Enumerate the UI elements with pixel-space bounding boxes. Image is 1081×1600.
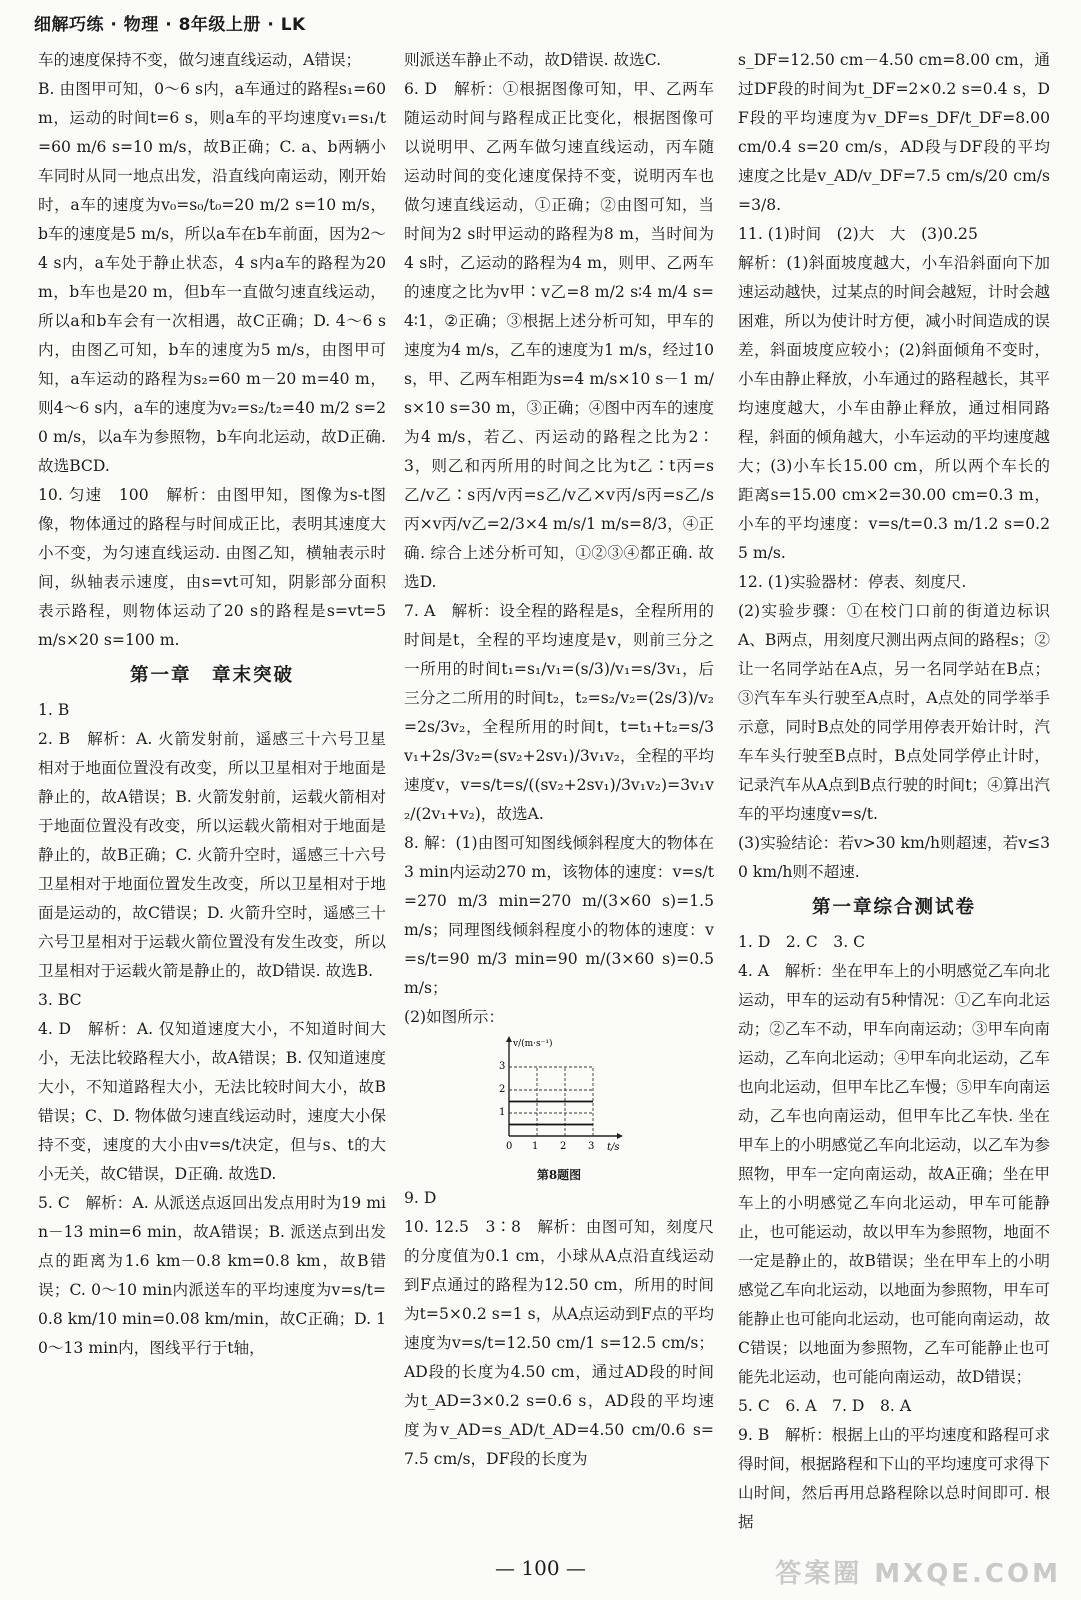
- paragraph: 10. 匀速 100 解析：由图甲知，图像为s-t图像，物体通过的路程与时间成正比，表明其速度大小不变，为匀速直线运动. 由图乙知，横轴表示时间，纵轴表示速度，由s=vt可知，阴影部分面积表示路程，则物体运动了20 s的路程是s=vt=5 m/s×20 s=100 m.: [38, 486, 386, 649]
- paragraph: (3)实验结论：若v>30 km/h则超速，若v≤30 km/h则不超速.: [738, 834, 1050, 881]
- paragraph: 5. C 解析：A. 从派送点返回出发点用时为19 min－13 min=6 min，故A错误；B. 派送点到出发点的距离为1.6 km－0.8 km=0.8 km，故B错误；C. 0～10 min内派送车的平均速度为v=s/t=0.8 km/10 min=0.08 km/min，故C正确；D. 10～13 min内，图线平行于t轴，: [38, 1194, 386, 1357]
- paragraph: 4. A 解析：坐在甲车上的小明感觉乙车向北运动，甲车的运动有5种情况：①乙车向北运动；②乙车不动，甲车向南运动；③甲车向南运动，乙车向北运动；④甲车向北运动，乙车也向北运动，但甲车比乙车慢；⑤甲车向南运动，乙车也向南运动，但甲车比乙车快. 坐在甲车上的小明感觉乙车向北运动，以乙车为参照物，甲车一定向南运动，故A正确；坐在甲车上的小明感觉乙车向北运动，甲车可能静止，也可能运动，故以甲车为参照物，地面不一定是静止的，故B错误；坐在甲车上的小明感觉乙车向北运动，以地面为参照物，甲车可能静止也可能向北运动，也可能向南运动，故C错误；以地面为参照物，乙车可能静止也可能先北运动，也可能向南运动，故D错误；: [738, 962, 1050, 1386]
- v-t-graph-svg: [489, 1036, 629, 1156]
- column-2: [404, 46, 714, 1474]
- x-tick-label: 2: [560, 1141, 567, 1152]
- y-axis-arrow: [506, 1036, 512, 1042]
- paragraph: 1. D 2. C 3. C: [738, 933, 866, 951]
- paragraph: 3. BC: [38, 991, 82, 1009]
- y-axis-label: v/(m·s⁻¹): [513, 1039, 553, 1049]
- paragraph: (2)如图所示：: [404, 1008, 505, 1026]
- paragraph: 5. C 6. A 7. D 8. A: [738, 1397, 912, 1415]
- paragraph: 6. D 解析：①根据图像可知，甲、乙两车随运动时间与路程成正比变化，根据图像可以说明甲、乙两车做匀速直线运动，丙车随运动时间的变化速度保持不变，说明丙车也做匀速直线运动，①正确；②由图可知，当时间为2 s时甲运动的路程为8 m，当时间为4 s时，乙运动的路程为4 m，则甲、乙两车的速度之比为v甲∶v乙=8 m/2 s∶4 m/4 s=4∶1，②正确；③根据上述分析可知，甲车的速度为4 m/s，乙车的速度为1 m/s，经过10 s，甲、乙两车相距为s=4 m/s×10 s－1 m/s×10 s=30 m，③正确；④图中丙车的速度为4 m/s，若乙、丙运动的路程之比为2∶3，则乙和丙所用的时间之比为t乙∶t丙=s乙/v乙∶s丙/v丙=s乙/v乙×v丙/s丙=s乙/s丙×v丙/v乙=2/3×4 m/s/1 m/s=8/3，④正确. 综合上述分析可知，①②③④都正确. 故选D.: [404, 80, 714, 591]
- figure-v-t-graph: [404, 1036, 714, 1184]
- watermark-logo: 答案圈 MXQE.COM: [775, 1559, 1061, 1589]
- x-tick-label: 3: [588, 1141, 595, 1152]
- paragraph: 车的速度保持不变，做匀速直线运动，A错误；: [38, 51, 362, 69]
- x-axis-arrow: [617, 1133, 623, 1139]
- y-tick-label: 3: [499, 1061, 506, 1072]
- paragraph: 9. D: [404, 1189, 437, 1207]
- page-header: 细解巧练 · 物理 · 8年级上册 · LK: [34, 15, 306, 35]
- paragraph: 11. (1)时间 (2)大 大 (3)0.25: [738, 225, 978, 243]
- section-title: 第一章综合测试卷: [811, 897, 976, 918]
- section-title: 第一章 章末突破: [129, 665, 294, 686]
- paragraph: B. 由图甲可知，0～6 s内，a车通过的路程s₁=60 m，运动的时间t=6 s，则a车的平均速度v₁=s₁/t=60 m/6 s=10 m/s，故B正确；C. a、b两辆小车同时从同一地点出发，沿直线向南运动，刚开始时，a车的速度为v₀=s₀/t₀=20 m/2 s=10 m/s，b车的速度是5 m/s，所以a车在b车前面，因为2～4 s内，a车处于静止状态，4 s内a车的路程为20 m，b车也是20 m，但b车一直做匀速直线运动，所以a和b车会有一次相遇，故C正确；D. 4～6 s内，由图乙可知，b车的速度为5 m/s，由图甲可知，a车运动的路程为s₂=60 m－20 m=40 m，则4～6 s内，a车的速度为v₂=s₂/t₂=40 m/2 s=20 m/s，以a车为参照物，b车向北运动，故D正确. 故选BCD.: [38, 80, 386, 475]
- paragraph: 则派送车静止不动，故D错误. 故选C.: [404, 51, 662, 69]
- figure-caption: 第8题图: [536, 1168, 582, 1182]
- paragraph: 7. A 解析：设全程的路程是s，全程所用的时间是t，全程的平均速度是v，则前三分之一所用的时间t₁=s₁/v₁=(s/3)/v₁=s/3v₁，后三分之二所用的时间t₂，t₂=s₂/v₂=(2s/3)/v₂=2s/3v₂，全程所用的时间t，t=t₁+t₂=s/3v₁+2s/3v₂=(sv₂+2sv₁)/3v₁v₂，全程的平均速度v，v=s/t=s/((sv₂+2sv₁)/3v₁v₂)=3v₁v₂/(2v₁+v₂)，故选A.: [404, 602, 714, 823]
- paragraph: (2)实验步骤：①在校门口前的街道边标识A、B两点，用刻度尺测出两点间的路程s；②让一名同学站在A点，另一名同学站在B点；③汽车车头行驶至A点时，A点处的同学举手示意，同时B点处的同学用停表开始计时，汽车车头行驶至B点时，B点处同学停止计时，记录汽车从A点到B点行驶的时间t；④算出汽车的平均速度v=s/t.: [738, 602, 1050, 823]
- paragraph: 12. (1)实验器材：停表、刻度尺.: [738, 573, 967, 591]
- column-3: [738, 46, 1050, 1537]
- y-tick-label: 2: [499, 1084, 506, 1095]
- paragraph: 1. B: [38, 701, 70, 719]
- paragraph: 9. B 解析：根据上山的平均速度和路程可求得时间，根据路程和下山的平均速度可求得下山时间，然后再用总路程除以总时间即可. 根据: [738, 1426, 1050, 1531]
- x-tick-label: 1: [532, 1141, 539, 1152]
- paragraph: 8. 解：(1)由图可知图线倾斜程度大的物体在3 min内运动270 m，该物体的速度：v=s/t=270 m/3 min=270 m/(3×60 s)=1.5 m/s；同理图线倾斜程度小的物体的速度：v=s/t=90 m/3 min=90 m/(3×60 s)=0.5 m/s；: [404, 834, 714, 997]
- column-1: [38, 46, 386, 1363]
- y-tick-label: 1: [499, 1107, 506, 1118]
- paragraph: 解析：(1)斜面坡度越大，小车沿斜面向下加速运动越快，过某点的时间会越短，计时会越困难，所以为使计时方便，减小时间造成的误差，斜面坡度应较小；(2)斜面倾角不变时，小车由静止释放，小车通过的路程越长，其平均速度越大，小车由静止释放，通过相同路程，斜面的倾角越大，小车运动的平均速度越大；(3)小车长15.00 cm，所以两个车长的距离s=15.00 cm×2=30.00 cm=0.3 m，小车的平均速度：v=s/t=0.3 m/1.2 s=0.25 m/s.: [738, 254, 1050, 562]
- paragraph: s_DF=12.50 cm－4.50 cm=8.00 cm，通过DF段的时间为t_DF=2×0.2 s=0.4 s，DF段的平均速度为v_DF=s_DF/t_DF=8.00 cm/0.4 s=20 cm/s，AD段与DF段的平均速度之比是v_AD/v_DF=7.5 cm/s/20 cm/s=3/8.: [738, 51, 1050, 214]
- paragraph: 4. D 解析：A. 仅知道速度大小，不知道时间大小，无法比较路程大小，故A错误；B. 仅知道速度大小，不知道路程大小，无法比较时间大小，故B错误；C、D. 物体做匀速直线运动时，速度大小保持不变，速度的大小由v=s/t决定，但与s、t的大小无关，故C错误，D正确. 故选D.: [38, 1020, 386, 1183]
- page-number: — 100 —: [495, 1556, 586, 1580]
- paragraph: 10. 12.5 3∶8 解析：由图可知，刻度尺的分度值为0.1 cm，小球从A点沿直线运动到F点通过的路程为12.50 cm，所用的时间为t=5×0.2 s=1 s，从A点运动到F点的平均速度为v=s/t=12.50 cm/1 s=12.5 cm/s；AD段的长度为4.50 cm，通过AD段的时间为t_AD=3×0.2 s=0.6 s，AD段的平均速度为v_AD=s_AD/t_AD=4.50 cm/0.6 s=7.5 cm/s，DF段的长度为: [404, 1218, 714, 1468]
- x-tick-label: 0: [506, 1141, 513, 1152]
- x-axis-label: t/s: [607, 1142, 620, 1153]
- paragraph: 2. B 解析：A. 火箭发射前，遥感三十六号卫星相对于地面位置没有改变，所以卫星相对于地面是静止的，故A错误；B. 火箭发射前，运载火箭相对于地面位置没有改变，所以运载火箭相对于地面是静止的，故B正确；C. 火箭升空时，遥感三十六号卫星相对于地面位置发生改变，所以卫星相对于地面是运动的，故C错误；D. 火箭升空时，遥感三十六号卫星相对于运载火箭位置没有发生改变，所以卫星相对于运载火箭是静止的，故D错误. 故选B.: [38, 730, 386, 980]
